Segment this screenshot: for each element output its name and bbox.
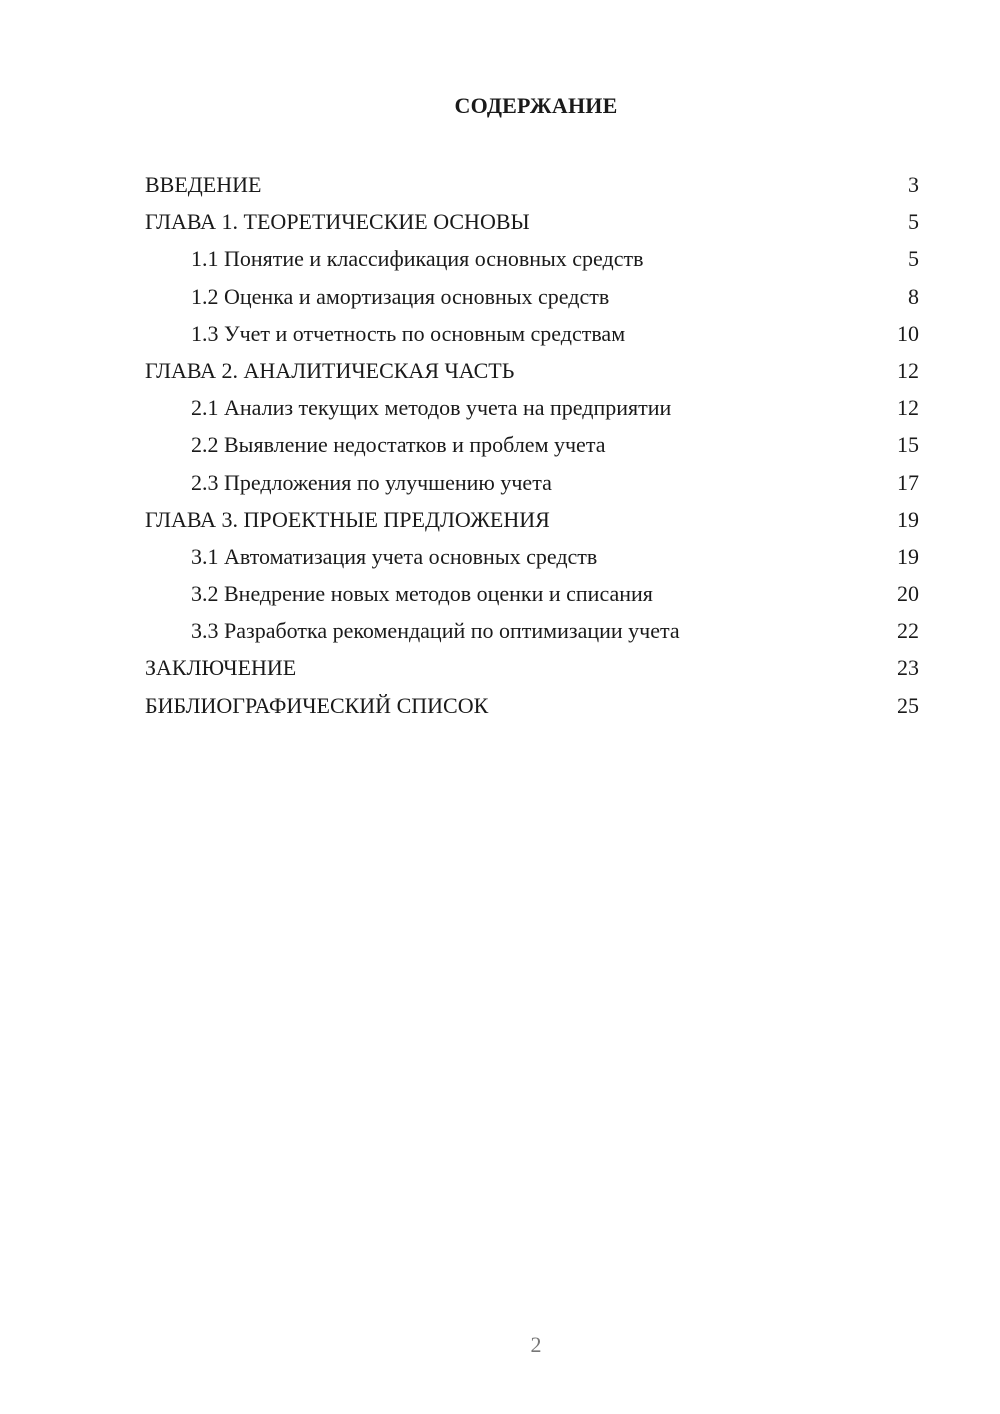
toc-entry-page: 12	[897, 357, 919, 383]
toc-entry-section-1-3[interactable]	[145, 315, 919, 352]
toc-entry-title: ГЛАВА 1. ТЕОРЕТИЧЕСКИЕ ОСНОВЫ	[145, 209, 530, 235]
toc-entry-page: 8	[908, 283, 919, 309]
toc-entry-bibliography[interactable]	[145, 687, 919, 724]
toc-entry-page: 20	[897, 581, 919, 607]
toc-entry-section-3-2[interactable]	[145, 575, 919, 612]
toc-entry-title: 3.2 Внедрение новых методов оценки и списания	[191, 581, 653, 607]
toc-entry-title: ГЛАВА 3. ПРОЕКТНЫЕ ПРЕДЛОЖЕНИЯ	[145, 506, 550, 532]
toc-entry-page: 15	[897, 432, 919, 458]
toc-entry-title: ВВЕДЕНИЕ	[145, 172, 262, 197]
toc-entry-page: 3	[908, 172, 919, 197]
toc-entry-page: 5	[908, 209, 919, 235]
toc-entry-page: 17	[897, 469, 919, 495]
toc-entry-title: 3.3 Разработка рекомендаций по оптимизации учета	[191, 618, 680, 644]
toc-entry-section-1-2[interactable]	[145, 278, 919, 315]
toc-entry-page: 5	[908, 246, 919, 272]
toc-entry-title: 1.3 Учет и отчетность по основным средствам	[191, 320, 626, 346]
toc-entry-section-2-2[interactable]	[145, 426, 919, 463]
toc-entry-chapter-2[interactable]	[145, 352, 919, 389]
toc-entry-page: 12	[897, 395, 919, 421]
table-of-contents	[145, 166, 919, 724]
toc-entry-title: 2.3 Предложения по улучшению учета	[191, 469, 552, 495]
toc-entry-chapter-1[interactable]	[145, 203, 919, 240]
toc-entry-title: 2.2 Выявление недостатков и проблем учета	[191, 432, 606, 458]
toc-entry-title: 1.1 Понятие и классификация основных средств	[191, 246, 644, 272]
toc-entry-title: ГЛАВА 2. АНАЛИТИЧЕСКАЯ ЧАСТЬ	[145, 357, 515, 383]
toc-entry-page: 22	[897, 618, 919, 644]
toc-entry-section-3-1[interactable]	[145, 538, 919, 575]
toc-entry-title: 1.2 Оценка и амортизация основных средств	[191, 283, 610, 309]
toc-entry-title: ЗАКЛЮЧЕНИЕ	[145, 655, 297, 681]
page-number: 2	[530, 1332, 542, 1357]
toc-entry-section-1-1[interactable]	[145, 240, 919, 277]
toc-entry-page: 10	[897, 320, 919, 346]
toc-entry-conclusion[interactable]	[145, 649, 919, 686]
toc-entry-chapter-3[interactable]	[145, 501, 919, 538]
toc-entry-title: БИБЛИОГРАФИЧЕСКИЙ СПИСОК	[145, 692, 489, 718]
toc-title: СОДЕРЖАНИЕ	[454, 93, 618, 118]
toc-entry-page: 19	[897, 506, 919, 532]
toc-entry-introduction[interactable]	[145, 166, 919, 203]
toc-entry-title: 3.1 Автоматизация учета основных средств	[191, 543, 598, 569]
toc-entry-section-2-1[interactable]	[145, 389, 919, 426]
toc-entry-page: 19	[897, 543, 919, 569]
toc-entry-section-3-3[interactable]	[145, 612, 919, 649]
toc-entry-page: 23	[897, 655, 919, 681]
toc-entry-title: 2.1 Анализ текущих методов учета на предприятии	[191, 395, 672, 421]
toc-entry-page: 25	[897, 692, 919, 718]
toc-entry-section-2-3[interactable]	[145, 464, 919, 501]
